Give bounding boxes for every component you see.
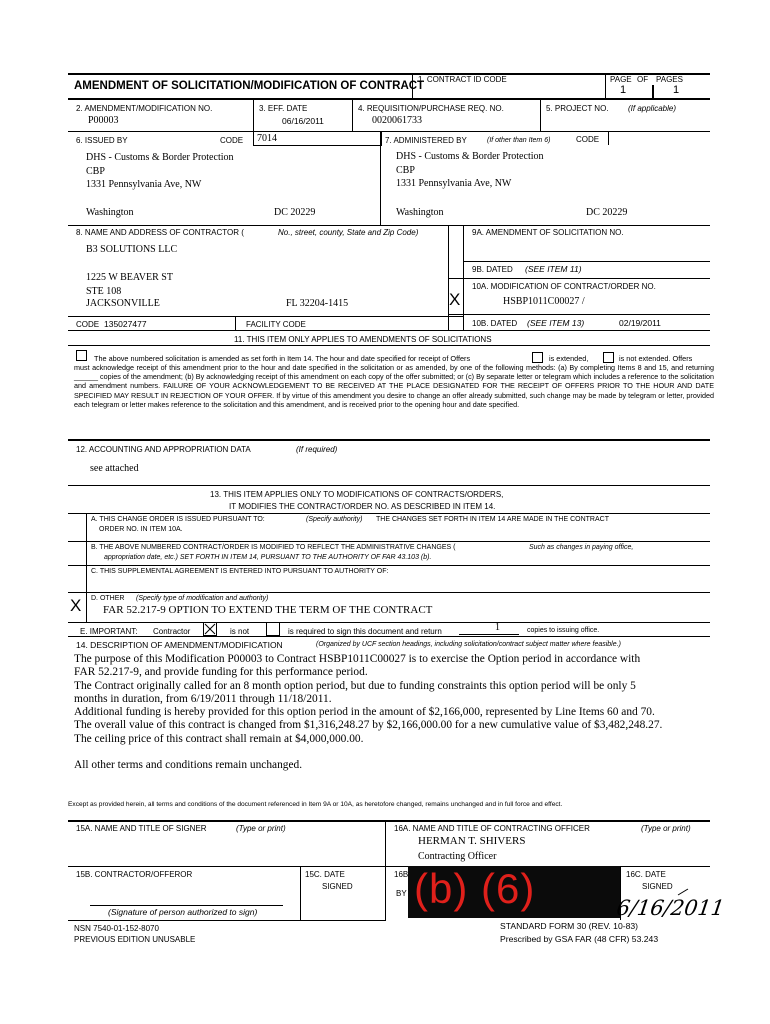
is-not-label: is not — [230, 627, 250, 636]
contractor-is-not-checkbox[interactable] — [203, 622, 217, 636]
requisition-value: 0020061733 — [372, 115, 422, 126]
project-note: (If applicable) — [628, 104, 677, 113]
contractor-code-label: CODE — [76, 320, 100, 329]
pages-value: 1 — [673, 84, 680, 96]
mod-10a-label: 10A. MODIFICATION OF CONTRACT/ORDER NO. — [472, 282, 656, 291]
item13b-note: Such as changes in paying office, — [529, 544, 634, 551]
is-required-label: is required to sign this document and return — [288, 627, 442, 636]
issued-by-label: 6. ISSUED BY — [76, 136, 128, 145]
issued-code-label: CODE — [220, 136, 244, 145]
item11-body: must acknowledge receipt of this amendment prior to the hour and date specified in the solicitation or as amended, by one of the following methods: (a) By completing Items 8 and 15, and returning ______ copies of the amendment; (b) By acknowledging receipt of this amendment on each copy of the offer submitted; or (c) By separate letter or telegram which includes a reference to the solicitation and amendment numbers. FAILURE OF YOUR ACKNOWLEDGEMENT TO BE RECEIVED AT THE PLACE DESIGNATED FOR THE RECEIPT OF OFFERS PRIOR TO THE HOUR AND DATE SPECIFIED MAY RESULT IN REJECTION OF YOUR OFFER. If by virtue of this amendment you desire to change an offer already submitted, such change may be made by telegram or letter, provided each telegram or letter makes reference to the solicitation and this amendment, and is received prior to the opening hour and date specified. — [74, 363, 714, 409]
contractor-is-required-checkbox[interactable] — [266, 622, 280, 636]
item11-line1: The above numbered solicitation is amended as set forth in Item 14. The hour and date specified for receipt of Offers — [94, 354, 471, 363]
requisition-label: 4. REQUISITION/PURCHASE REQ. NO. — [358, 104, 504, 113]
handwritten-date-signature — [615, 885, 727, 920]
dated-10b-label: 10B. DATED — [472, 319, 518, 328]
mark-10a: X — [449, 290, 461, 309]
administered-address: DHS - Customs & Border Protection CBP 1331 Pennsylvania Ave, NW — [396, 151, 544, 189]
accounting-label: 12. ACCOUNTING AND APPROPRIATION DATA — [76, 445, 251, 454]
officer-title: Contracting Officer — [418, 851, 497, 862]
signer-label: 15A. NAME AND TITLE OF SIGNER — [76, 824, 207, 833]
issued-code-value: 7014 — [257, 133, 277, 144]
item13b-label: B. THE ABOVE NUMBERED CONTRACT/ORDER IS MODIFIED TO REFLECT THE ADMINISTRATIVE CHANGES ( — [91, 544, 456, 551]
administered-by-label: 7. ADMINISTERED BY — [385, 136, 467, 145]
contractor-offeror-label: 15B. CONTRACTOR/OFFEROR — [76, 870, 193, 879]
date-15c-label: 15C. DATE — [305, 870, 345, 879]
page-value: 1 — [620, 84, 627, 96]
accounting-value: see attached — [90, 463, 139, 474]
item13-heading2: IT MODIFIES THE CONTRACT/ORDER NO. AS DESCRIBED IN ITEM 14. — [229, 502, 496, 511]
copies-value: 1 — [495, 622, 500, 633]
important-label: E. IMPORTANT: — [80, 627, 138, 636]
signature-16b-label: 16B — [394, 870, 409, 879]
item13a-tail: THE CHANGES SET FORTH IN ITEM 14 ARE MADE IN THE CONTRACT — [376, 516, 609, 523]
contractor-note: No., street, county, State and Zip Code) — [278, 228, 419, 237]
contractor-code-value: 135027477 — [104, 319, 147, 329]
by-label: BY — [396, 889, 407, 898]
item13d-note: (Specify type of modification and authority) — [136, 595, 269, 602]
item13d-label: D. OTHER — [91, 595, 125, 602]
signed-16c-label: SIGNED — [642, 882, 673, 891]
important-contractor: Contractor — [153, 627, 191, 636]
contractor-state-zip: FL 32204-1415 — [286, 298, 349, 309]
item13a-note: (Specify authority) — [306, 516, 363, 523]
item13-heading1: 13. THIS ITEM APPLIES ONLY TO MODIFICATIONS OF CONTRACTS/ORDERS, — [210, 490, 504, 499]
administered-by-note: (If other than Item 6) — [487, 137, 551, 144]
amendment-no-label: 2. AMENDMENT/MODIFICATION NO. — [76, 104, 213, 113]
of-label: OF — [637, 75, 649, 84]
administered-city: Washington — [396, 207, 444, 218]
item13b-label2: appropriation date, etc.) SET FORTH IN ITEM 14, PURSUANT TO THE AUTHORITY OF FAR 43.103 (b). — [104, 554, 432, 561]
item13d-mark: X — [70, 596, 82, 615]
solicitation-amended-checkbox[interactable] — [76, 350, 87, 361]
officer-note: (Type or print) — [641, 824, 691, 833]
item13d-value: FAR 52.217-9 OPTION TO EXTEND THE TERM OF THE CONTRACT — [103, 604, 433, 616]
contractor-city: JACKSONVILLE — [86, 298, 160, 309]
item13a-label: A. THIS CHANGE ORDER IS ISSUED PURSUANT TO: — [91, 516, 265, 523]
contractor-address: 1225 W BEAVER ST STE 108 — [86, 272, 173, 297]
dated-10b-value: 02/19/2011 — [619, 318, 661, 328]
check-x-icon — [204, 623, 216, 635]
administered-state-zip: DC 20229 — [586, 207, 628, 218]
mod-10a-value: HSBP1011C00027 / — [503, 296, 585, 307]
extended-label: is extended, — [549, 354, 589, 363]
officer-label: 16A. NAME AND TITLE OF CONTRACTING OFFICER — [394, 824, 590, 833]
description-body: The purpose of this Modification P00003 to Contract HSBP1011C00027 is to exercise the Option period in accordance with FAR 52.217-9, and provide funding for this performance period. The Contract originally called for an 8 month option period, but due to funding constraints this option period will be only 5 months in duration, from 6/19/2011 through 11/18/2011. Additional funding is hereby provided for this option period in the amount of $2,166,000, represented by Line Items 60 and 70. The overall value of this contract is changed from $1,316,248.27 by $2,166,000.00 for a new cumulative value of $3,482,248.27. The ceiling price of this contract shall remain at $4,000,000.00. — [74, 653, 663, 745]
pages-label: PAGES — [656, 75, 683, 84]
issued-state-zip: DC 20229 — [274, 207, 316, 218]
description-closing: All other terms and conditions remain unchanged. — [74, 759, 303, 771]
facility-code-label: FACILITY CODE — [246, 320, 306, 329]
signature-note: (Signature of person authorized to sign) — [108, 907, 258, 917]
description-label: 14. DESCRIPTION OF AMENDMENT/MODIFICATION — [76, 640, 283, 650]
officer-name: HERMAN T. SHIVERS — [418, 835, 526, 847]
extended-checkbox[interactable] — [532, 352, 543, 363]
administered-code-label: CODE — [576, 135, 600, 144]
eff-date-label: 3. EFF. DATE — [259, 104, 308, 113]
issued-city: Washington — [86, 207, 134, 218]
copies-label: copies to issuing office. — [527, 627, 600, 634]
page-label: PAGE — [610, 75, 632, 84]
form-title: AMENDMENT OF SOLICITATION/MODIFICATION OF CONTRACT — [74, 80, 425, 92]
contractor-label: 8. NAME AND ADDRESS OF CONTRACTOR ( — [76, 228, 244, 237]
not-extended-label: is not extended. Offers — [619, 354, 693, 363]
project-no-label: 5. PROJECT NO. — [546, 104, 609, 113]
amend-solicitation-label: 9A. AMENDMENT OF SOLICITATION NO. — [472, 228, 624, 237]
except-text: Except as provided herein, all terms and conditions of the document referenced in Item 9A or 10A, as heretofore changed, remains unchanged and in full force and effect. — [68, 801, 563, 808]
nsn: NSN 7540-01-152-8070 — [74, 924, 159, 933]
dated-10b-note: (SEE ITEM 13) — [527, 318, 585, 328]
contract-id-label: 1. CONTRACT ID CODE — [418, 75, 507, 84]
previous-edition: PREVIOUS EDITION UNUSABLE — [74, 935, 196, 944]
redaction-code: (b) (6) — [414, 865, 536, 912]
accounting-note: (If required) — [296, 445, 338, 454]
amendment-no-value: P00003 — [88, 115, 119, 126]
eff-date-value: 06/16/2011 — [282, 116, 324, 126]
item13c-label: C. THIS SUPPLEMENTAL AGREEMENT IS ENTERED INTO PURSUANT TO AUTHORITY OF: — [91, 568, 389, 575]
contractor-name: B3 SOLUTIONS LLC — [86, 244, 178, 255]
signed-15c-label: SIGNED — [322, 882, 353, 891]
dated-9b-note: (SEE ITEM 11) — [525, 264, 582, 274]
not-extended-checkbox[interactable] — [603, 352, 614, 363]
svg-text:6/16/2011: 6/16/2011 — [615, 895, 727, 920]
signer-note: (Type or print) — [236, 824, 286, 833]
issued-address: DHS - Customs & Border Protection CBP 1331 Pennsylvania Ave, NW — [86, 152, 234, 190]
prescribed-by: Prescribed by GSA FAR (48 CFR) 53.243 — [500, 934, 659, 944]
standard-form: STANDARD FORM 30 (REV. 10-83) — [500, 921, 639, 931]
item11-heading: 11. THIS ITEM ONLY APPLIES TO AMENDMENTS OF SOLICITATIONS — [234, 335, 492, 344]
item13a-label2: ORDER NO. IN ITEM 10A. — [99, 526, 183, 533]
dated-9b-label: 9B. DATED — [472, 265, 513, 274]
date-16c-label: 16C. DATE — [626, 870, 666, 879]
description-note: (Organized by UCF section headings, including solicitation/contract subject matter where feasible.) — [316, 641, 621, 648]
